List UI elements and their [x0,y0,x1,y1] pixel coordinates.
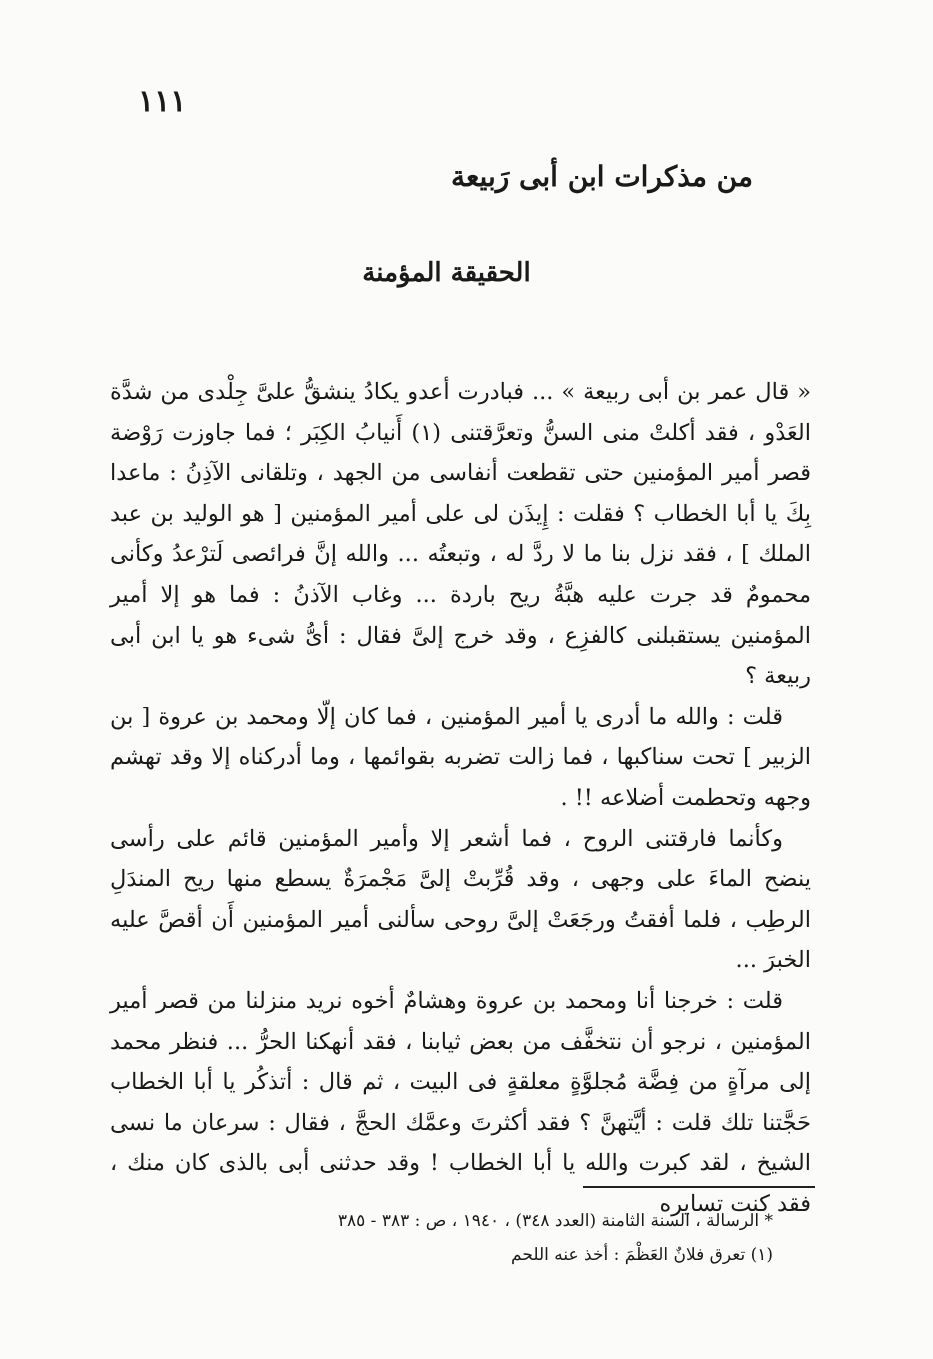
page-number: ١١١ [138,84,187,119]
section-title: من مذكرات ابن أبى رَبيعة [451,160,753,193]
footnotes [160,1204,773,1272]
paragraph-2: قلت : والله ما أدرى يا أمير المؤمنين ، فما كان إلّا ومحمد بن عروة [ بن الزبير ] تحت سناكبها ، فما زالت تضربه بقوائمها ، وما أدركناه إلا وقد تهشم وجهه وتحطمت أضلاعه !! . [110,703,811,811]
footnote-divider [583,1186,815,1188]
footnote-1: (١) تعرق فلانٌ العَظْمَ : أخذ عنه اللحم [511,1245,773,1265]
paragraph-1: « قال عمر بن أبى ربيعة » ... فبادرت أعدو يكادُ ينشقُّ علىَّ جِلْدى من شدَّة العَدْو ، فقد أكلتْ منى السنُّ وتعرَّقتنى (١) أَنيابُ الكِبَر ؛ فما جاوزت رَوْضة قصر أمير المؤمنين حتى تقطعت أنفاسى من الجهد ، وتلقانى الآذِنُ : ماعدا بِكَ يا أبا الخطاب ؟ فقلت : إِيذَن لى على أمير المؤمنين [ هو الوليد بن عبد الملك ] ، فقد نزل بنا ما لا ردَّ له ، وتبعتُه ... والله إنَّ فرائصى لَترْعدُ وكأنى محمومٌ قد جرت عليه هبَّةُ ريح باردة ... وغاب الآذنُ : فما هو إلا أمير المؤمنين يستقبلنى كالفزِع ، وقد خرج إلىَّ فقال : أىُّ شىء هو يا ابن أبى ربيعة ؟ [110,379,811,690]
article-subtitle: الحقيقة المؤمنة [362,258,531,288]
footnote-source: * الرسالة ، السنة الثامنة (العدد ٣٤٨) ، ١٩٤٠ ، ص : ٣٨٣ - ٣٨٥ [337,1211,773,1231]
paragraph-3: وكأنما فارقتنى الروح ، فما أشعر إلا وأمير المؤمنين قائم على رأسى ينضح الماءَ على وجهى ، وقد قُرِّبتْ إلىَّ مَجْمرَةٌ يسطع منها ريح المندَلِ الرطِب ، فلما أفقتُ ورجَعَتْ إلىَّ روحى سألنى أمير المؤمنين أَن أقصَّ عليه الخبرَ ... [110,825,811,974]
article-body [110,372,811,1224]
paragraph-4: قلت : خرجنا أنا ومحمد بن عروة وهشامٌ أخوه نريد منزلنا من قصر أمير المؤمنين ، نرجو أن نتخفَّف من بعض ثيابنا ، فقد أنهكنا الحرُّ ... فنظر محمد إلى مرآةٍ من فِضَّة مُجلوَّةٍ معلقةٍ فى البيت ، ثم قال : أتذكُر يا أبا الخطاب حَجَّتنا تلك قلت : أيَّتهنَّ ؟ فقد أكثرتَ وعمَّك الحجَّ ، فقال : سرعان ما نسى الشيخ ، لقد كبرت والله يا أبا الخطاب ! وقد حدثنى أبى بالذى كان منك ، فقد كنت تسايره [110,987,811,1217]
